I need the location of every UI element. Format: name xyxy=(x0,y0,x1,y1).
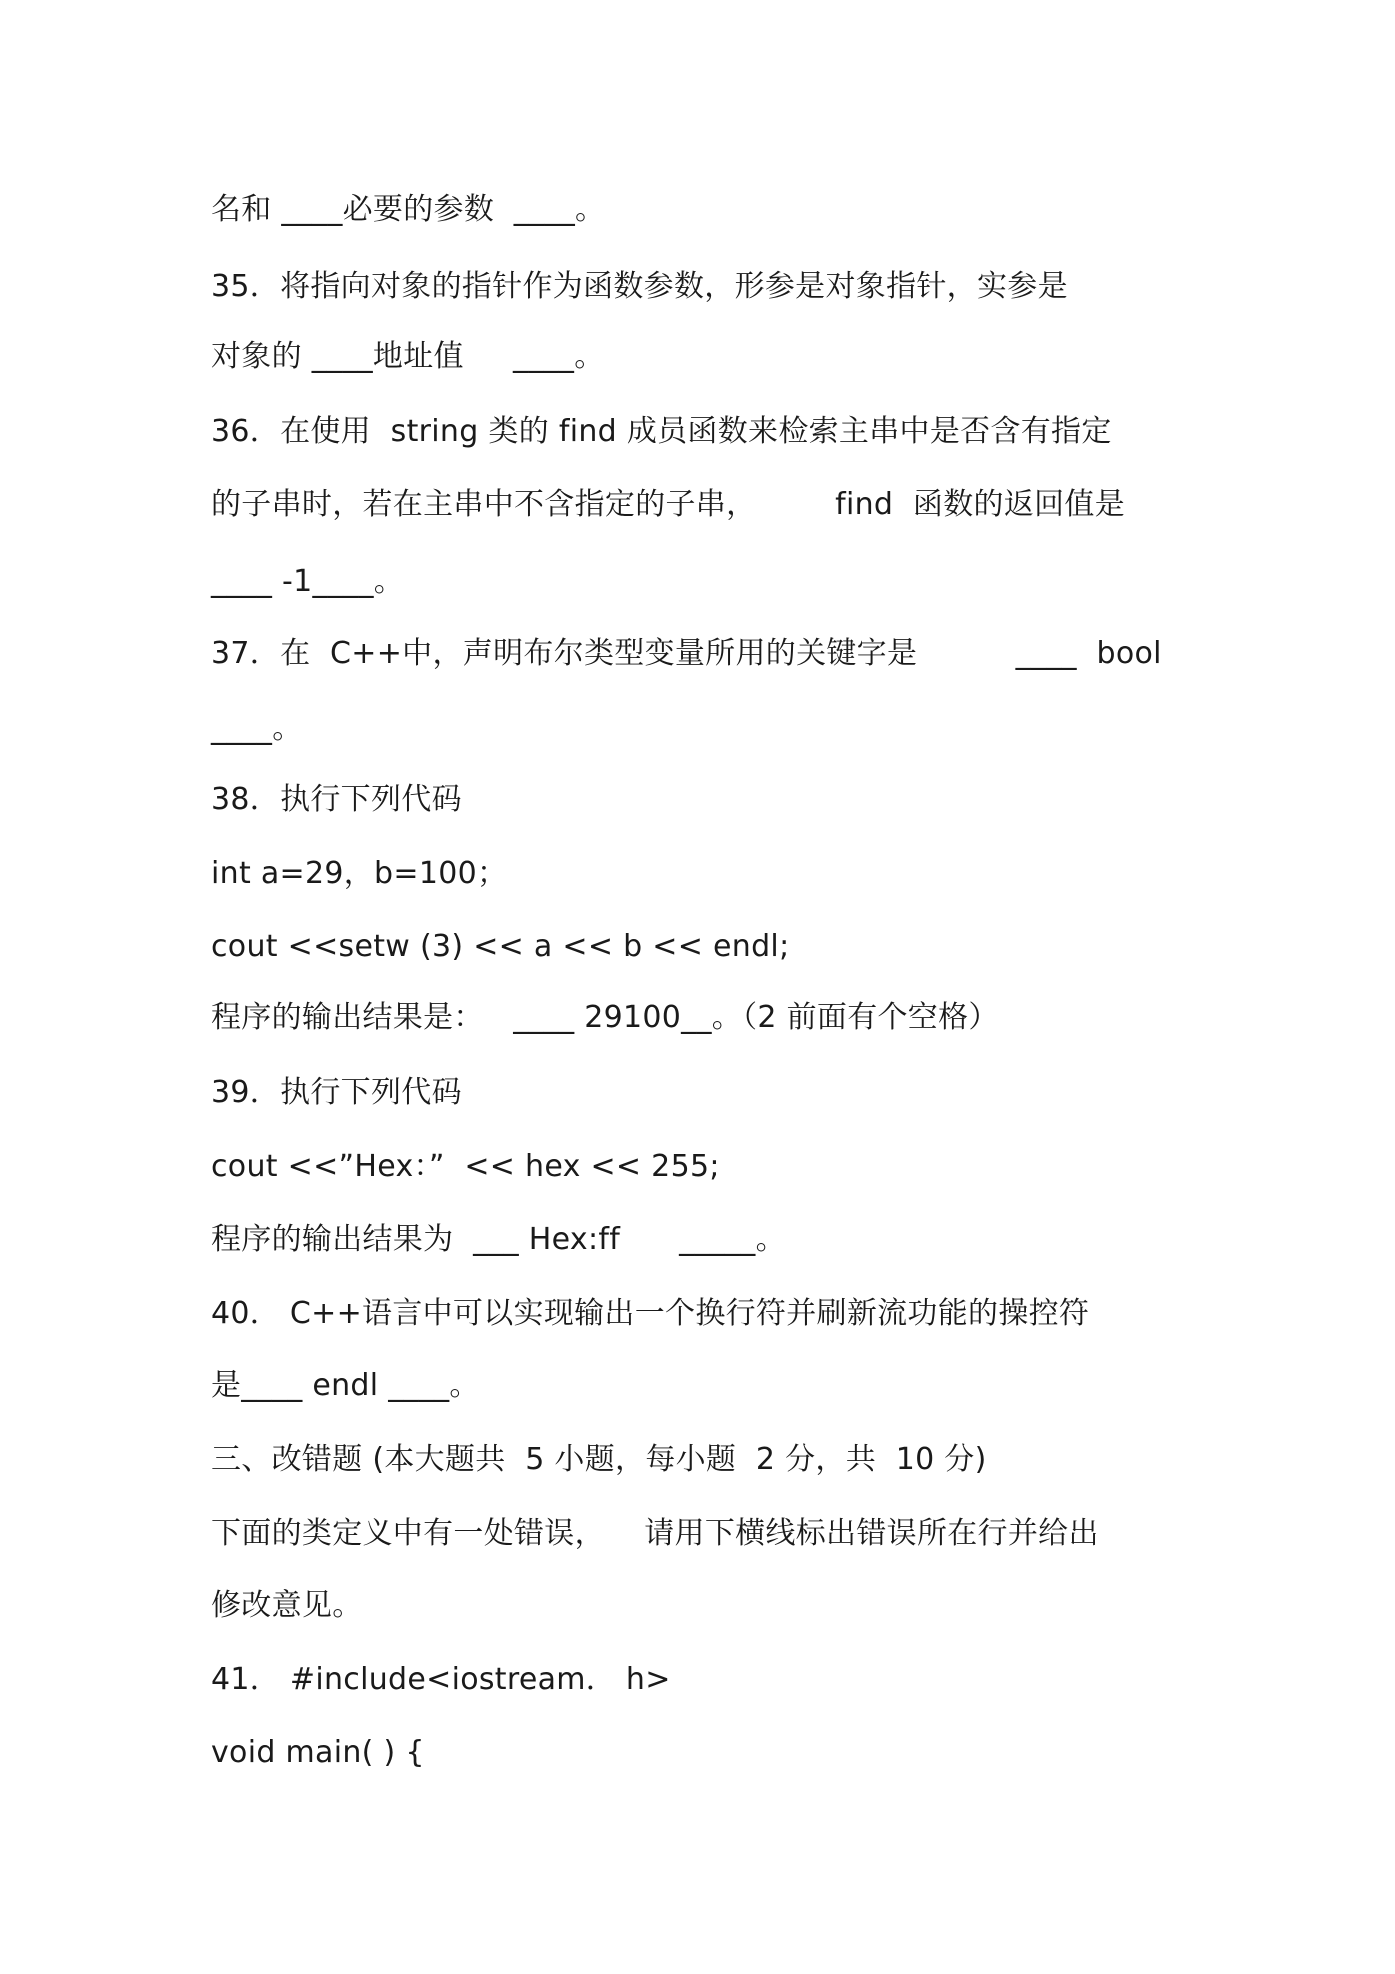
text-line: 下面的类定义中有一处错误， 请用下横线标出错误所在行并给出 xyxy=(211,1516,1099,1551)
text-line: 名和 ____必要的参数 ____。 xyxy=(211,192,606,227)
question-38: 38．执行下列代码 xyxy=(211,782,462,817)
text-line: 的子串时，若在主串中不含指定的子串， find 函数的返回值是 xyxy=(211,487,1126,522)
question-36: 36．在使用 string 类的 find 成员函数来检索主串中是否含有指定 xyxy=(211,414,1112,449)
question-37: 37．在 C++中，声明布尔类型变量所用的关键字是 ____ bool xyxy=(211,636,1162,671)
text-line: 修改意见。 xyxy=(211,1588,363,1623)
question-40: 40． C++语言中可以实现输出一个换行符并刷新流功能的操控符 xyxy=(211,1296,1090,1331)
section-heading: 三、改错题 (本大题共 5 小题，每小题 2 分，共 10 分) xyxy=(211,1442,987,1477)
text-line: 是____ endl ____。 xyxy=(211,1368,480,1403)
text-line: ____ -1____。 xyxy=(211,564,405,599)
text-line: 程序的输出结果是： ____ 29100__。（2 前面有个空格） xyxy=(211,1000,999,1035)
text-line: 程序的输出结果为 ___ Hex:ff _____。 xyxy=(211,1222,786,1257)
code-line: cout <<setw (3) << a << b << endl; xyxy=(211,929,790,964)
code-line: int a=29，b=100； xyxy=(211,856,508,891)
text-line: ____。 xyxy=(211,711,303,746)
code-line: cout <<”Hex：” << hex << 255; xyxy=(211,1149,720,1184)
text-line: 对象的 ____地址值 ____。 xyxy=(211,339,605,374)
question-35: 35．将指向对象的指针作为函数参数，形参是对象指针，实参是 xyxy=(211,269,1068,304)
question-39: 39．执行下列代码 xyxy=(211,1075,462,1110)
question-41: 41． #include<iostream． h> xyxy=(211,1662,671,1697)
code-line: void main( ) { xyxy=(211,1735,425,1770)
